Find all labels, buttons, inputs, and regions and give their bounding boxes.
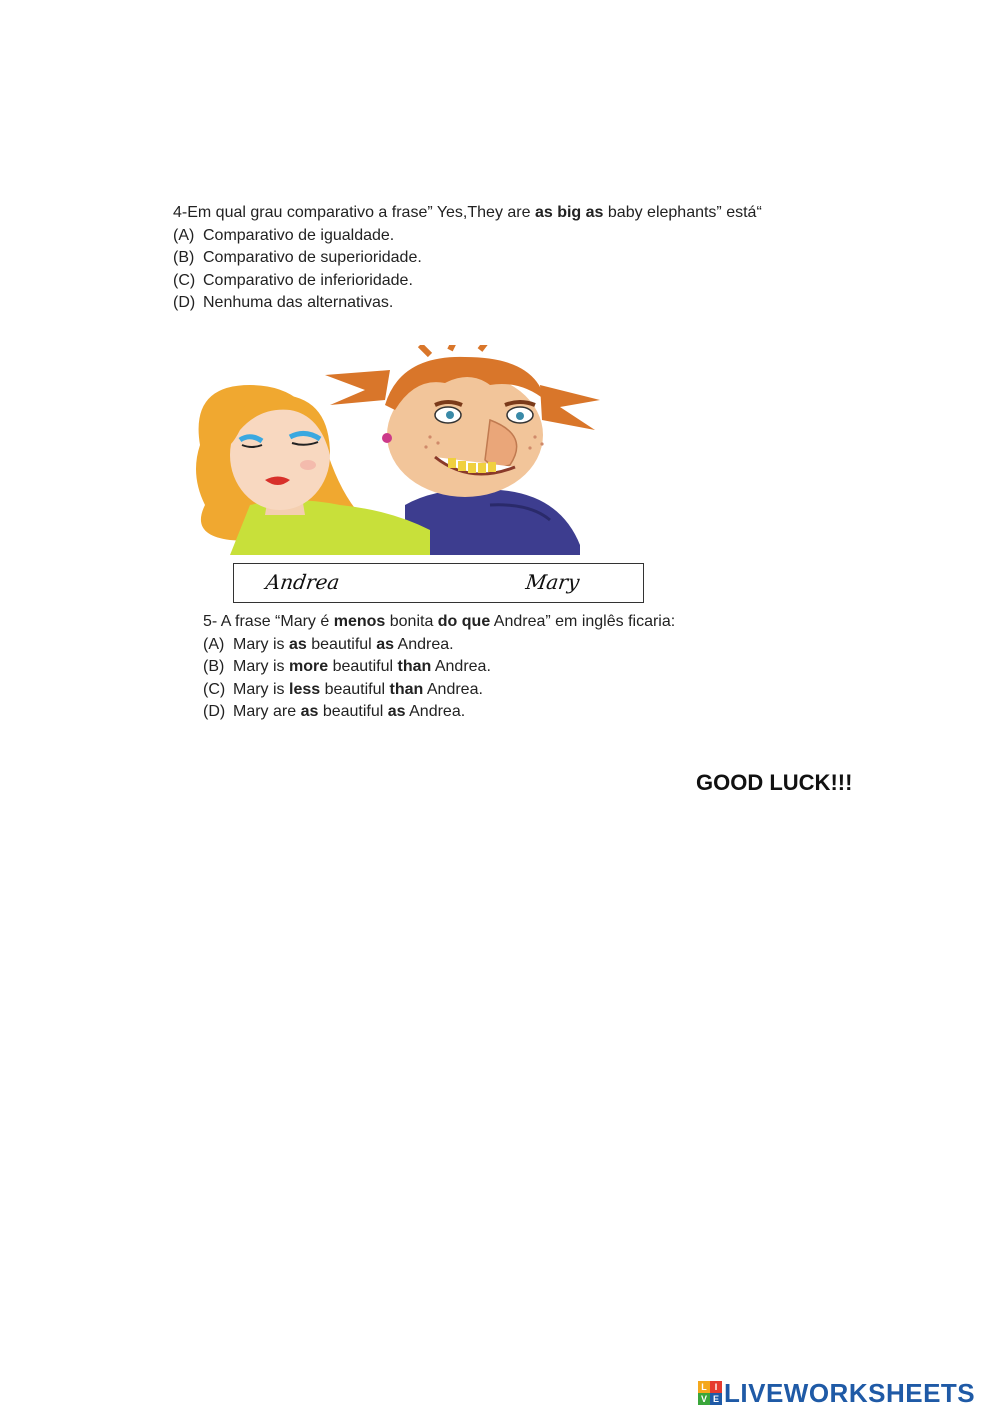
name-andrea: Andrea: [264, 570, 342, 594]
logo-letter: L: [698, 1381, 710, 1393]
option-b[interactable]: (B) Comparativo de superioridade.: [173, 249, 422, 266]
logo-letter: V: [698, 1393, 710, 1405]
option-c[interactable]: (C) Mary is less beautiful than Andrea.: [203, 680, 483, 698]
option-d[interactable]: (D) Mary are as beautiful as Andrea.: [203, 703, 466, 720]
brand-watermark: [698, 1378, 975, 1408]
logo-letter: E: [710, 1393, 722, 1405]
question-4: [173, 202, 762, 315]
question-5-prompt: 5- A frase “Mary é menos bonita do que Andrea” em inglês ficaria:: [203, 613, 676, 630]
option-a[interactable]: (A) Mary is as beautiful as Andrea.: [203, 635, 454, 653]
option-a[interactable]: (A) Comparativo de igualdade.: [173, 226, 395, 244]
logo-letter: I: [710, 1381, 722, 1393]
brand-name: LIVEWORKSHEETS: [724, 1377, 976, 1408]
cartoon-illustration: [190, 345, 610, 555]
option-d[interactable]: (D) Nenhuma das alternativas.: [173, 294, 394, 311]
good-luck-text: GOOD LUCK!!!: [696, 770, 853, 795]
question-5: [203, 611, 675, 724]
option-b[interactable]: (B) Mary is more beautiful than Andrea.: [203, 658, 491, 675]
option-c[interactable]: (C) Comparativo de inferioridade.: [173, 271, 413, 289]
liveworksheets-logo-icon: [698, 1381, 722, 1405]
name-mary: Mary: [524, 570, 581, 594]
names-box: [233, 563, 644, 603]
question-4-prompt: 4-Em qual grau comparativo a frase” Yes,They are as big as baby elephants” está“: [173, 204, 762, 221]
